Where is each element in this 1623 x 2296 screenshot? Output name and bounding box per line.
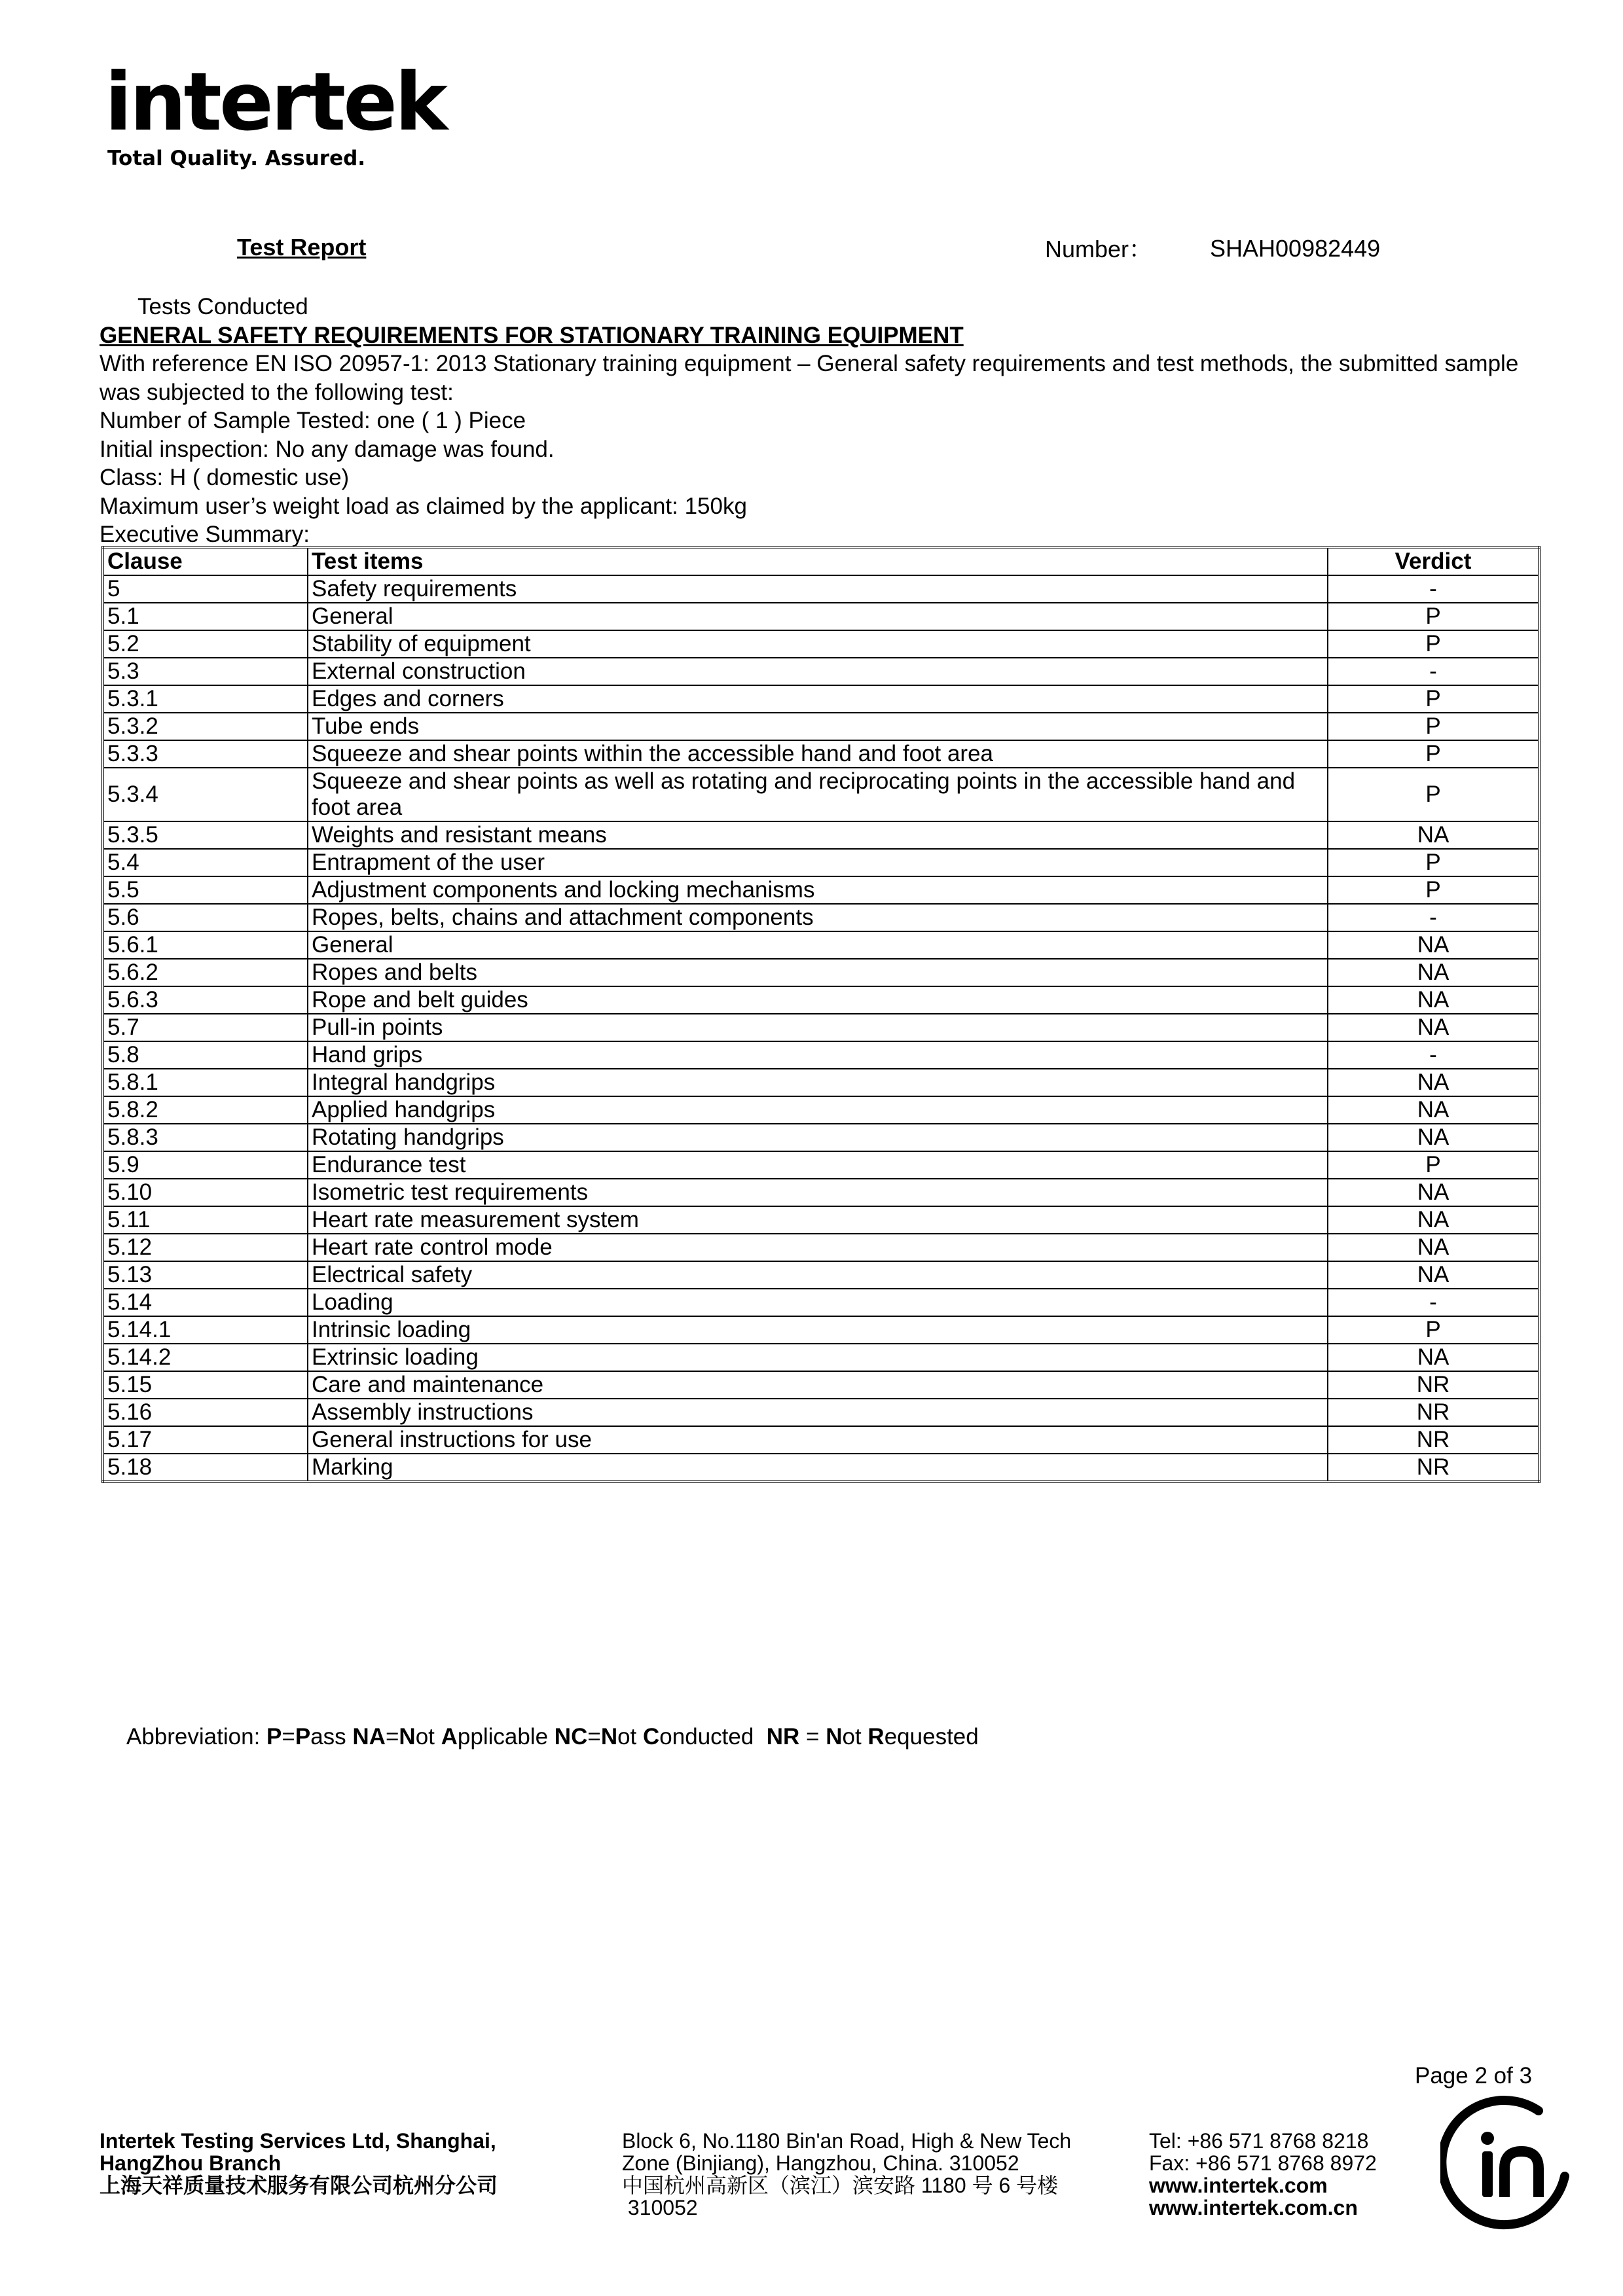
test-item-cell: Integral handgrips bbox=[308, 1069, 1328, 1096]
table-row bbox=[103, 1096, 1539, 1124]
class-text: Class: H ( domestic use) bbox=[100, 465, 350, 490]
abbreviation-key: C bbox=[643, 1724, 660, 1749]
report-number-value: SHAH00982449 bbox=[1210, 235, 1381, 262]
test-item-cell: General bbox=[308, 603, 1328, 630]
test-item-cell: General instructions for use bbox=[308, 1426, 1328, 1454]
verdict-cell: P bbox=[1328, 849, 1539, 876]
verdict-cell: NR bbox=[1328, 1371, 1539, 1399]
report-title: Test Report bbox=[237, 234, 367, 260]
table-row bbox=[103, 1041, 1539, 1069]
clause-cell: 5.14 bbox=[103, 1289, 308, 1316]
table-row bbox=[103, 959, 1539, 986]
test-item-cell: Ropes, belts, chains and attachment components bbox=[308, 904, 1328, 931]
initial-inspection: Initial inspection: No any damage was found. bbox=[100, 436, 555, 462]
test-item-cell: Squeeze and shear points within the accessible hand and foot area bbox=[308, 740, 1328, 768]
test-item-cell: Weights and resistant means bbox=[308, 821, 1328, 849]
clause-cell: 5.16 bbox=[103, 1399, 308, 1426]
footer-address-line: Block 6, No.1180 Bin'an Road, High & New Tech bbox=[622, 2129, 1072, 2153]
abbreviation-text: = bbox=[587, 1724, 601, 1749]
abbreviation-key: N bbox=[600, 1724, 618, 1749]
footer-company-line: Intertek Testing Services Ltd, Shanghai, bbox=[100, 2129, 496, 2153]
table-row bbox=[103, 1316, 1539, 1344]
report-number-label: Number： bbox=[1045, 236, 1153, 262]
abbreviation-key: P bbox=[266, 1724, 282, 1749]
abbreviation-text: ass bbox=[310, 1724, 353, 1749]
test-item-cell: Edges and corners bbox=[308, 685, 1328, 713]
abbreviation-key: N bbox=[399, 1724, 416, 1749]
abbreviation-key: NA bbox=[352, 1724, 386, 1749]
abbreviation-key: R bbox=[867, 1724, 884, 1749]
intro-section bbox=[100, 293, 1540, 549]
verdict-cell: P bbox=[1328, 685, 1539, 713]
verdict-cell: - bbox=[1328, 1041, 1539, 1069]
abbreviation-key: P bbox=[295, 1724, 311, 1749]
verdict-cell: NA bbox=[1328, 986, 1539, 1014]
abbreviation-text: = bbox=[385, 1724, 399, 1749]
footer-address-line: Zone (Binjiang), Hangzhou, China. 310052 bbox=[622, 2151, 1019, 2175]
verdict-cell: NR bbox=[1328, 1454, 1539, 1482]
table-row bbox=[103, 1261, 1539, 1289]
test-item-cell: Rotating handgrips bbox=[308, 1124, 1328, 1151]
table-row bbox=[103, 1371, 1539, 1399]
table-header-row bbox=[103, 547, 1539, 575]
abbreviation-text: pplicable bbox=[457, 1724, 555, 1749]
header-clause: Clause bbox=[103, 547, 308, 575]
footer-address-line: 310052 bbox=[622, 2196, 698, 2219]
header-verdict: Verdict bbox=[1328, 547, 1539, 575]
test-item-cell: Endurance test bbox=[308, 1151, 1328, 1179]
footer-website: www.intertek.com bbox=[1149, 2174, 1328, 2197]
abbreviation-key: NR bbox=[766, 1724, 800, 1749]
executive-summary-label: Executive Summary: bbox=[100, 522, 310, 547]
table-row bbox=[103, 1206, 1539, 1234]
verdict-cell: NA bbox=[1328, 1069, 1539, 1096]
verdict-cell: NR bbox=[1328, 1426, 1539, 1454]
verdict-cell: - bbox=[1328, 658, 1539, 685]
table-row bbox=[103, 768, 1539, 821]
test-item-cell: External construction bbox=[308, 658, 1328, 685]
clause-cell: 5 bbox=[103, 575, 308, 603]
sample-count: Number of Sample Tested: one ( 1 ) Piece bbox=[100, 408, 526, 433]
table-row bbox=[103, 1426, 1539, 1454]
abbreviation-key: N bbox=[826, 1724, 843, 1749]
verdict-cell: P bbox=[1328, 1151, 1539, 1179]
clause-cell: 5.6.1 bbox=[103, 931, 308, 959]
footer-address-line: 中国杭州高新区（滨江）滨安路 1180 号 6 号楼 bbox=[622, 2174, 1059, 2197]
clause-cell: 5.7 bbox=[103, 1014, 308, 1041]
clause-cell: 5.11 bbox=[103, 1206, 308, 1234]
logo-tagline: Total Quality. Assured. bbox=[107, 147, 366, 170]
footer-company-line: 上海天祥质量技术服务有限公司杭州分公司 bbox=[100, 2174, 498, 2197]
table-row bbox=[103, 986, 1539, 1014]
section-heading: GENERAL SAFETY REQUIREMENTS FOR STATIONARY TRAINING EQUIPMENT bbox=[100, 322, 964, 348]
verdict-cell: P bbox=[1328, 1316, 1539, 1344]
verdict-cell: NA bbox=[1328, 1206, 1539, 1234]
test-item-cell: Heart rate control mode bbox=[308, 1234, 1328, 1261]
verdict-cell: - bbox=[1328, 904, 1539, 931]
verdict-cell: NA bbox=[1328, 1344, 1539, 1371]
header-test-items: Test items bbox=[308, 547, 1328, 575]
test-item-cell: Entrapment of the user bbox=[308, 849, 1328, 876]
clause-cell: 5.12 bbox=[103, 1234, 308, 1261]
footer-company-line: HangZhou Branch bbox=[100, 2151, 282, 2175]
intertek-in-logo-icon bbox=[1440, 2091, 1584, 2235]
footer-website-cn: www.intertek.com.cn bbox=[1149, 2196, 1358, 2219]
abbreviation-key: NC bbox=[554, 1724, 588, 1749]
verdict-cell: NR bbox=[1328, 1399, 1539, 1426]
clause-cell: 5.3.4 bbox=[103, 768, 308, 821]
logo-wordmark: intertek bbox=[105, 56, 446, 149]
test-item-cell: Safety requirements bbox=[308, 575, 1328, 603]
clause-cell: 5.9 bbox=[103, 1151, 308, 1179]
clause-cell: 5.3.1 bbox=[103, 685, 308, 713]
test-item-cell: Marking bbox=[308, 1454, 1328, 1482]
clause-cell: 5.18 bbox=[103, 1454, 308, 1482]
table-row bbox=[103, 1399, 1539, 1426]
test-item-cell: Pull-in points bbox=[308, 1014, 1328, 1041]
table-row bbox=[103, 931, 1539, 959]
test-item-cell: Stability of equipment bbox=[308, 630, 1328, 658]
verdict-cell: - bbox=[1328, 1289, 1539, 1316]
verdict-cell: NA bbox=[1328, 1261, 1539, 1289]
test-item-cell: Loading bbox=[308, 1289, 1328, 1316]
clause-cell: 5.6.3 bbox=[103, 986, 308, 1014]
test-item-cell: Isometric test requirements bbox=[308, 1179, 1328, 1206]
table-row bbox=[103, 1344, 1539, 1371]
footer-fax: Fax: +86 571 8768 8972 bbox=[1149, 2151, 1377, 2175]
verdict-cell: P bbox=[1328, 768, 1539, 821]
abbreviation-text: ot bbox=[415, 1724, 441, 1749]
clause-cell: 5.3.3 bbox=[103, 740, 308, 768]
clause-cell: 5.2 bbox=[103, 630, 308, 658]
table-row bbox=[103, 685, 1539, 713]
verdict-cell: NA bbox=[1328, 1179, 1539, 1206]
verdict-cell: P bbox=[1328, 603, 1539, 630]
table-row bbox=[103, 1151, 1539, 1179]
table-row bbox=[103, 713, 1539, 740]
verdict-cell: NA bbox=[1328, 821, 1539, 849]
table-body bbox=[103, 575, 1539, 1482]
clause-cell: 5.17 bbox=[103, 1426, 308, 1454]
clause-cell: 5.8.3 bbox=[103, 1124, 308, 1151]
test-item-cell: General bbox=[308, 931, 1328, 959]
test-item-cell: Hand grips bbox=[308, 1041, 1328, 1069]
verdict-cell: NA bbox=[1328, 931, 1539, 959]
clause-cell: 5.14.1 bbox=[103, 1316, 308, 1344]
clause-cell: 5.13 bbox=[103, 1261, 308, 1289]
table-row bbox=[103, 740, 1539, 768]
table-row bbox=[103, 1289, 1539, 1316]
clause-cell: 5.3.2 bbox=[103, 713, 308, 740]
table-row bbox=[103, 1234, 1539, 1261]
clause-cell: 5.8.2 bbox=[103, 1096, 308, 1124]
verdict-cell: P bbox=[1328, 876, 1539, 904]
table-row bbox=[103, 630, 1539, 658]
clause-cell: 5.6.2 bbox=[103, 959, 308, 986]
page-number: Page 2 of 3 bbox=[1415, 2063, 1533, 2089]
test-item-cell: Squeeze and shear points as well as rotating and reciprocating points in the accessible hand and foot area bbox=[308, 768, 1328, 821]
test-item-cell: Heart rate measurement system bbox=[308, 1206, 1328, 1234]
tests-conducted-label: Tests Conducted bbox=[137, 294, 308, 319]
table-row bbox=[103, 821, 1539, 849]
table-row bbox=[103, 904, 1539, 931]
table-row bbox=[103, 849, 1539, 876]
clause-cell: 5.14.2 bbox=[103, 1344, 308, 1371]
abbreviation-text: = bbox=[799, 1724, 826, 1749]
verdict-cell: NA bbox=[1328, 1014, 1539, 1041]
clause-cell: 5.3 bbox=[103, 658, 308, 685]
clause-cell: 5.5 bbox=[103, 876, 308, 904]
test-item-cell: Extrinsic loading bbox=[308, 1344, 1328, 1371]
verdict-cell: NA bbox=[1328, 1096, 1539, 1124]
abbreviation-text: ot bbox=[842, 1724, 868, 1749]
clause-cell: 5.6 bbox=[103, 904, 308, 931]
footer-company bbox=[100, 2130, 498, 2197]
table-row bbox=[103, 876, 1539, 904]
abbreviation-text: ot bbox=[617, 1724, 644, 1749]
verdict-cell: NA bbox=[1328, 1234, 1539, 1261]
table-row bbox=[103, 658, 1539, 685]
abbreviation-key: A bbox=[441, 1724, 458, 1749]
clause-cell: 5.1 bbox=[103, 603, 308, 630]
table-row bbox=[103, 1069, 1539, 1096]
test-item-cell: Tube ends bbox=[308, 713, 1328, 740]
test-item-cell: Rope and belt guides bbox=[308, 986, 1328, 1014]
clause-cell: 5.8.1 bbox=[103, 1069, 308, 1096]
table-row bbox=[103, 1454, 1539, 1482]
table-row bbox=[103, 1014, 1539, 1041]
test-item-cell: Care and maintenance bbox=[308, 1371, 1328, 1399]
clause-cell: 5.4 bbox=[103, 849, 308, 876]
abbreviation-text: onducted bbox=[659, 1724, 767, 1749]
verdict-cell: P bbox=[1328, 630, 1539, 658]
verdict-cell: NA bbox=[1328, 959, 1539, 986]
test-item-cell: Adjustment components and locking mechanisms bbox=[308, 876, 1328, 904]
test-item-cell: Applied handgrips bbox=[308, 1096, 1328, 1124]
intertek-logo bbox=[105, 56, 446, 170]
clause-cell: 5.15 bbox=[103, 1371, 308, 1399]
footer-address bbox=[622, 2130, 1071, 2219]
test-item-cell: Assembly instructions bbox=[308, 1399, 1328, 1426]
verdict-cell: P bbox=[1328, 740, 1539, 768]
max-load-text: Maximum user’s weight load as claimed by the applicant: 150kg bbox=[100, 493, 747, 519]
test-item-cell: Intrinsic loading bbox=[308, 1316, 1328, 1344]
executive-summary-table bbox=[101, 546, 1541, 1483]
table-row bbox=[103, 603, 1539, 630]
verdict-cell: NA bbox=[1328, 1124, 1539, 1151]
table-row bbox=[103, 1179, 1539, 1206]
test-item-cell: Electrical safety bbox=[308, 1261, 1328, 1289]
test-item-cell: Ropes and belts bbox=[308, 959, 1328, 986]
table-row bbox=[103, 575, 1539, 603]
abbreviation-text: equested bbox=[884, 1724, 979, 1749]
verdict-cell: P bbox=[1328, 713, 1539, 740]
clause-cell: 5.8 bbox=[103, 1041, 308, 1069]
clause-cell: 5.10 bbox=[103, 1179, 308, 1206]
abbreviation-text: = bbox=[282, 1724, 295, 1749]
footer-contact bbox=[1149, 2130, 1377, 2219]
footer-tel: Tel: +86 571 8768 8218 bbox=[1149, 2129, 1369, 2153]
verdict-cell: - bbox=[1328, 575, 1539, 603]
reference-text: With reference EN ISO 20957-1: 2013 Stationary training equipment – General safety requirements and test methods, the submitted sample was subjected to the following test: bbox=[100, 351, 1519, 405]
clause-cell: 5.3.5 bbox=[103, 821, 308, 849]
table-row bbox=[103, 1124, 1539, 1151]
abbreviation-label: Abbreviation: bbox=[126, 1724, 267, 1749]
abbreviation-note bbox=[126, 1725, 979, 1748]
